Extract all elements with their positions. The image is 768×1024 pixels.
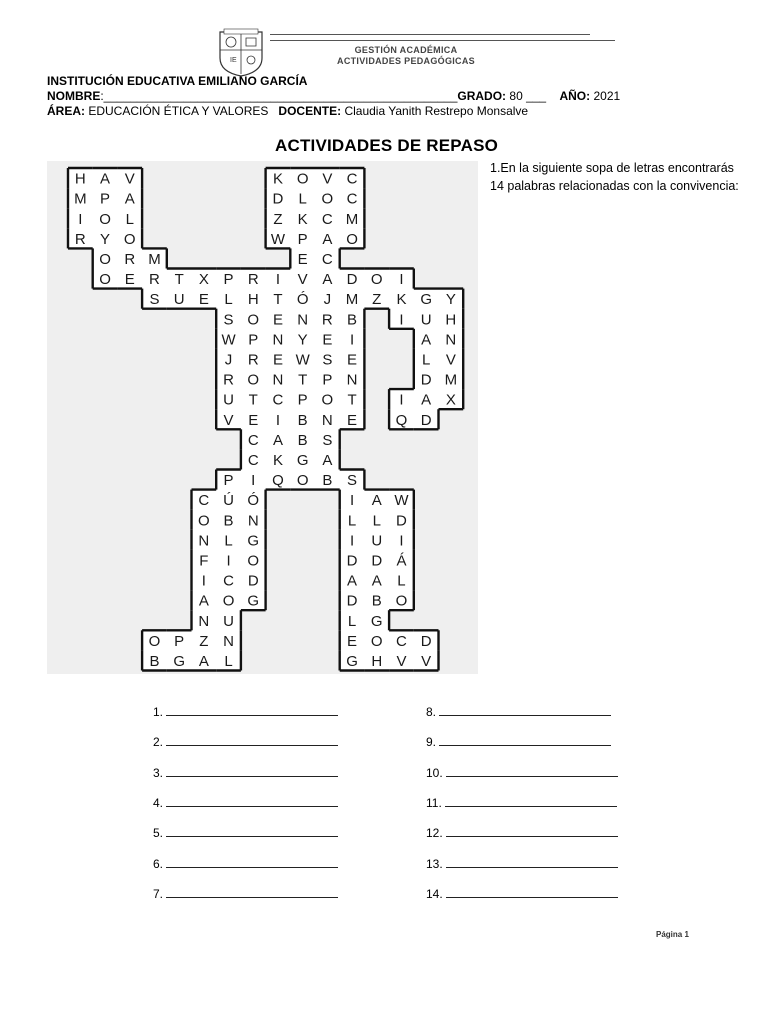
answer-blank-line[interactable] — [166, 734, 338, 746]
puzzle-letter: U — [223, 612, 234, 630]
puzzle-letter: D — [420, 371, 432, 389]
svg-text:IE: IE — [230, 57, 237, 64]
puzzle-letter: R — [223, 371, 234, 389]
nombre-label: NOMBRE — [47, 89, 101, 103]
puzzle-letter: U — [371, 532, 383, 550]
header-rule-1 — [270, 34, 590, 35]
puzzle-letter: A — [347, 572, 358, 590]
grado-label: GRADO: — [457, 89, 507, 103]
puzzle-letter: O — [247, 552, 260, 570]
puzzle-letter: X — [198, 271, 209, 289]
answer-number: 7. — [153, 886, 167, 901]
puzzle-letter: O — [346, 230, 358, 248]
answer-blank-line[interactable] — [166, 765, 338, 777]
puzzle-letter: I — [399, 271, 404, 289]
answer-item — [153, 795, 338, 810]
area-line — [47, 104, 528, 118]
actividades-pedagogicas-label: ACTIVIDADES PEDAGÓGICAS — [337, 56, 475, 66]
answer-blank-line[interactable] — [446, 825, 618, 837]
answer-item — [153, 886, 338, 901]
puzzle-letter: G — [296, 451, 309, 469]
puzzle-letter: L — [347, 612, 357, 630]
puzzle-letter: H — [247, 291, 259, 309]
puzzle-letter: U — [173, 291, 185, 309]
puzzle-letter: E — [322, 331, 333, 349]
puzzle-letter: W — [394, 492, 409, 510]
puzzle-letter: O — [99, 271, 111, 289]
puzzle-letter: S — [223, 311, 234, 329]
docente-value: Claudia Yanith Restrepo Monsalve — [344, 104, 529, 118]
puzzle-letter: Ú — [223, 492, 234, 510]
puzzle-letter: R — [74, 230, 86, 248]
puzzle-letter: A — [272, 431, 283, 449]
puzzle-letter: O — [123, 230, 136, 248]
answer-item — [426, 734, 611, 749]
answer-number: 11. — [426, 795, 446, 810]
anio-value: 2021 — [593, 89, 621, 103]
puzzle-letter: L — [347, 512, 357, 530]
puzzle-letter: D — [272, 190, 284, 208]
answer-number: 9. — [426, 735, 440, 750]
school-crest-logo — [214, 28, 268, 78]
puzzle-letter: S — [347, 472, 358, 490]
puzzle-letter: Y — [100, 230, 111, 248]
puzzle-letter: P — [248, 331, 259, 349]
answer-number: 14. — [426, 886, 447, 901]
puzzle-letter: R — [321, 311, 333, 329]
puzzle-letter: G — [346, 652, 358, 670]
puzzle-letter: L — [224, 291, 233, 309]
puzzle-letter: Ó — [247, 492, 260, 510]
puzzle-letter: O — [321, 190, 334, 208]
answer-number: 8. — [426, 705, 440, 719]
puzzle-letter: O — [296, 170, 309, 188]
puzzle-letter: G — [247, 592, 260, 610]
puzzle-letter: C — [346, 170, 358, 188]
puzzle-letter: J — [224, 351, 233, 369]
puzzle-letter: A — [322, 451, 333, 469]
puzzle-letter: Q — [395, 411, 408, 429]
puzzle-letter: I — [275, 411, 281, 429]
word-search-grid — [47, 161, 478, 674]
puzzle-letter: H — [371, 652, 383, 670]
answer-item — [153, 704, 338, 719]
puzzle-letter: E — [347, 632, 358, 650]
puzzle-letter: N — [321, 411, 333, 429]
puzzle-letter: N — [445, 331, 457, 349]
puzzle-letter: O — [321, 391, 334, 409]
puzzle-letter: U — [223, 391, 234, 409]
puzzle-letter: A — [100, 170, 111, 188]
puzzle-letter: W — [270, 230, 286, 248]
puzzle-letter: Z — [199, 632, 209, 650]
puzzle-letter: O — [222, 592, 235, 610]
puzzle-letter: D — [420, 411, 432, 429]
puzzle-letter: A — [371, 492, 382, 510]
puzzle-letter: B — [297, 411, 308, 429]
puzzle-letter: E — [347, 351, 358, 369]
puzzle-letter: C — [247, 451, 259, 469]
puzzle-letter: C — [272, 391, 284, 409]
puzzle-letter: G — [420, 291, 432, 309]
grado-value[interactable]: 80 ___ — [509, 89, 547, 103]
puzzle-letter: L — [372, 512, 381, 530]
instructions-text: 1.En la siguiente sopa de letras encontrarás 14 palabras relacionadas con la convivencia: — [490, 161, 739, 193]
puzzle-letter: R — [247, 271, 259, 289]
puzzle-letter: N — [198, 532, 210, 550]
puzzle-letter: O — [370, 271, 383, 289]
puzzle-letter: B — [297, 431, 308, 449]
puzzle-letter: T — [298, 371, 308, 389]
puzzle-letter: P — [297, 230, 308, 248]
puzzle-letter: A — [198, 652, 209, 670]
puzzle-letter: N — [272, 371, 284, 389]
puzzle-letter: I — [349, 492, 355, 510]
puzzle-letter: C — [198, 492, 210, 510]
puzzle-letter: N — [223, 632, 234, 650]
puzzle-letter: M — [148, 250, 161, 268]
puzzle-letter: N — [247, 512, 259, 530]
answer-item — [426, 825, 618, 840]
puzzle-letter: C — [396, 632, 407, 650]
puzzle-letter: Ó — [296, 291, 309, 309]
puzzle-letter: A — [421, 391, 432, 409]
answer-blank-line[interactable] — [445, 795, 617, 807]
puzzle-letter: R — [247, 351, 259, 369]
puzzle-letter: A — [371, 572, 382, 590]
puzzle-letter: O — [370, 632, 383, 650]
puzzle-letter: C — [321, 250, 333, 268]
puzzle-letter: F — [199, 552, 209, 570]
puzzle-letter: L — [421, 351, 431, 369]
puzzle-letter: A — [124, 190, 135, 208]
puzzle-letter: E — [272, 351, 283, 369]
puzzle-letter: M — [345, 291, 359, 309]
puzzle-letter: D — [346, 552, 358, 570]
answer-number: 3. — [153, 765, 167, 780]
puzzle-letter: L — [397, 572, 406, 590]
institucion-name: INSTITUCIÓN EDUCATIVA EMILIANO GARCÍA — [47, 74, 308, 88]
puzzle-letter: V — [322, 170, 333, 188]
puzzle-letter: I — [275, 271, 281, 289]
answer-blank-line[interactable] — [166, 856, 338, 868]
puzzle-letter: Á — [396, 552, 407, 570]
answer-item — [153, 825, 338, 840]
docente-label: DOCENTE: — [278, 104, 342, 118]
puzzle-letter: E — [124, 271, 135, 289]
nombre-field[interactable]: :_____________________________________________________ — [100, 89, 458, 103]
puzzle-letter: P — [322, 371, 333, 389]
answer-number: 13. — [426, 856, 447, 871]
answer-item — [426, 765, 618, 780]
puzzle-letter: N — [198, 612, 210, 630]
puzzle-letter: E — [272, 311, 283, 329]
puzzle-letter: A — [322, 271, 333, 289]
puzzle-letter: B — [223, 512, 234, 530]
puzzle-letter: I — [399, 391, 404, 409]
puzzle-letter: C — [321, 210, 333, 228]
puzzle-letter: J — [323, 291, 332, 309]
puzzle-letter: K — [396, 291, 407, 309]
header-rule-2 — [270, 40, 615, 41]
puzzle-letter: T — [248, 391, 258, 409]
puzzle-letter: I — [349, 331, 355, 349]
puzzle-letter: O — [247, 311, 260, 329]
answer-blank-line[interactable] — [439, 734, 611, 746]
puzzle-letter: O — [198, 512, 210, 530]
puzzle-letter: E — [198, 291, 209, 309]
puzzle-letter: G — [247, 532, 260, 550]
area-label: ÁREA: — [47, 104, 85, 118]
puzzle-letter: V — [297, 271, 308, 289]
puzzle-letter: O — [247, 371, 260, 389]
puzzle-letter: V — [223, 411, 234, 429]
answer-blank-line[interactable] — [446, 886, 618, 898]
answer-item — [426, 886, 618, 901]
puzzle-letter: O — [296, 472, 309, 490]
answer-number: 4. — [153, 795, 167, 810]
puzzle-letter: E — [297, 250, 308, 268]
puzzle-letter: Q — [272, 472, 284, 490]
puzzle-letter: X — [445, 391, 456, 409]
puzzle-letter: M — [444, 371, 458, 389]
puzzle-letter: T — [174, 271, 184, 289]
puzzle-letter: C — [346, 190, 358, 208]
puzzle-letter: S — [149, 291, 160, 309]
puzzle-letter: I — [251, 472, 256, 490]
puzzle-letter: B — [322, 472, 333, 490]
answer-blank-line[interactable] — [446, 765, 618, 777]
answer-item — [426, 704, 611, 719]
puzzle-letter: P — [174, 632, 185, 650]
answer-number: 10. — [426, 765, 447, 780]
answer-number: 1. — [153, 705, 167, 719]
puzzle-letter: I — [226, 552, 231, 570]
puzzle-letter: V — [421, 652, 432, 670]
puzzle-letter: O — [99, 210, 111, 228]
puzzle-letter: S — [322, 351, 333, 369]
puzzle-letter: M — [74, 190, 87, 208]
puzzle-letter: D — [247, 572, 259, 590]
gestion-academica-label: GESTIÓN ACADÉMICA — [354, 45, 458, 55]
puzzle-letter: L — [298, 190, 307, 208]
puzzle-letter: B — [149, 652, 160, 670]
puzzle-letter: A — [421, 331, 432, 349]
puzzle-letter: P — [100, 190, 111, 208]
puzzle-letter: P — [223, 271, 234, 289]
puzzle-letter: Y — [445, 291, 456, 309]
puzzle-letter: I — [201, 572, 206, 590]
puzzle-letter: G — [370, 612, 383, 630]
answer-blank-line[interactable] — [166, 886, 338, 898]
puzzle-letter: T — [273, 291, 283, 309]
puzzle-letter: V — [124, 170, 135, 188]
puzzle-letter: D — [420, 632, 432, 650]
answer-item — [153, 765, 338, 780]
institucion-line — [47, 74, 307, 88]
answer-item — [426, 856, 618, 871]
puzzle-letter: Z — [273, 210, 283, 228]
answer-number: 12. — [426, 826, 447, 841]
answer-number: 5. — [153, 826, 167, 841]
puzzle-letter: A — [322, 230, 333, 248]
answer-blank-line[interactable] — [166, 795, 338, 807]
puzzle-letter: L — [125, 210, 134, 228]
puzzle-letter: I — [349, 532, 355, 550]
puzzle-letter: E — [248, 411, 259, 429]
nombre-line — [47, 89, 620, 103]
puzzle-letter: U — [420, 311, 432, 329]
puzzle-letter: H — [445, 311, 457, 329]
puzzle-letter: D — [346, 592, 358, 610]
puzzle-letter: I — [399, 532, 404, 550]
answer-blank-line[interactable] — [446, 856, 618, 868]
answer-item — [153, 856, 338, 871]
puzzle-letter: K — [272, 170, 283, 188]
puzzle-letter: Y — [297, 331, 308, 349]
puzzle-letter: M — [345, 210, 359, 228]
puzzle-letter: O — [148, 632, 161, 650]
puzzle-letter: O — [99, 250, 111, 268]
page-number: Página 1 — [656, 930, 689, 939]
answer-item — [153, 734, 338, 749]
puzzle-letter: R — [124, 250, 136, 268]
puzzle-letter: K — [297, 210, 308, 228]
puzzle-letter: C — [247, 431, 259, 449]
answer-number: 6. — [153, 856, 167, 871]
puzzle-letter: W — [295, 351, 310, 369]
puzzle-letter: A — [198, 592, 209, 610]
puzzle-letter: L — [224, 652, 233, 670]
answer-item — [426, 795, 617, 810]
puzzle-letter: I — [399, 311, 404, 329]
puzzle-letter: K — [272, 451, 283, 469]
puzzle-letter: N — [346, 371, 358, 389]
answer-number: 2. — [153, 735, 167, 750]
puzzle-letter: G — [173, 652, 185, 670]
puzzle-letter: W — [221, 331, 236, 349]
puzzle-letter: E — [347, 411, 358, 429]
answer-blank-line[interactable] — [166, 704, 338, 716]
puzzle-letter: Z — [372, 291, 382, 309]
answer-blank-line[interactable] — [166, 825, 338, 837]
puzzle-letter: B — [371, 592, 382, 610]
puzzle-letter: D — [346, 271, 358, 289]
puzzle-letter: P — [297, 391, 308, 409]
puzzle-letter: H — [74, 170, 86, 188]
puzzle-letter: D — [371, 552, 383, 570]
answer-blank-line[interactable] — [439, 704, 611, 716]
puzzle-letter: V — [396, 652, 407, 670]
puzzle-letter: O — [395, 592, 408, 610]
anio-label: AÑO: — [559, 89, 591, 103]
puzzle-letter: C — [223, 572, 234, 590]
puzzle-letter: S — [322, 431, 333, 449]
puzzle-letter: I — [78, 210, 83, 228]
puzzle-letter: V — [445, 351, 456, 369]
puzzle-letter: T — [347, 391, 357, 409]
puzzle-letter: P — [223, 472, 234, 490]
puzzle-letter: R — [149, 271, 160, 289]
puzzle-letter: B — [347, 311, 358, 329]
puzzle-letter: D — [396, 512, 407, 530]
puzzle-letter: L — [224, 532, 233, 550]
puzzle-letter: N — [297, 311, 309, 329]
puzzle-letter: N — [272, 331, 284, 349]
page-title: ACTIVIDADES DE REPASO — [275, 136, 499, 155]
area-value: EDUCACIÓN ÉTICA Y VALORES — [88, 104, 269, 118]
